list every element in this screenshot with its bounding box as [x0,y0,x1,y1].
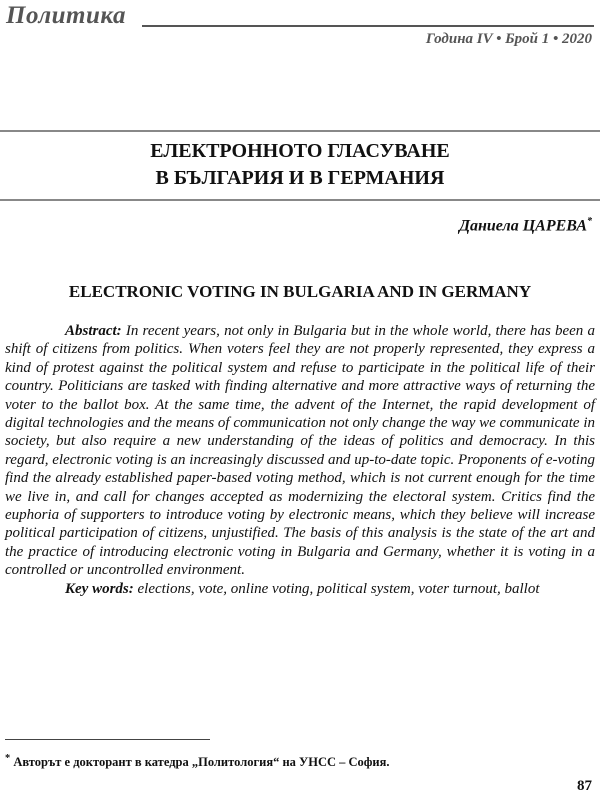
author [459,216,592,235]
article-title [0,138,600,192]
article-title-line1: ЕЛЕКТРОННОТО ГЛАСУВАНЕ [150,140,450,162]
issue-info: Година IV • Брой 1 • 2020 [425,31,592,47]
keywords-label: Key words: [65,580,134,597]
keywords-paragraph [5,580,595,598]
author-name: Даниела ЦАРЕВА [459,217,587,235]
footnote-mark: * [5,753,11,764]
footnote [5,753,390,770]
title-rule-bottom [0,199,600,201]
footnote-text: Авторът е докторант в катедра „Политология“ на УНСС – София. [13,755,390,770]
abstract-text: In recent years, not only in Bulgaria but in the whole world, there has been a shift of citizens from politics. When voters feel they are not properly represented, they express a kind of protest against the political system and refuse to participate in the political life of their country. Politicians are tasked with finding alternative and more attractive ways of returning the voter to the ballot box. At the same time, the advent of the Internet, the rapid development of digital technologies and the means of communication not only change the way we communicate in society, but also require a new understanding of the ideas of politics and democracy. In this regard, electronic voting is an increasingly discussed and up-to-date topic. Proponents of e-voting find the already established paper-based voting method, which is not current enough for the time we live in, and call for changes accepted as modernizing the electoral system. Critics find the euphoria of supporters to introduce voting by electronic means, which they believe will increase political participation of citizens, unjustified. The basis of this analysis is the state of the art and the practice of introducing electronic voting in Bulgaria and Germany, whether it is voting in a controlled or uncontrolled environment. [5,323,595,579]
abstract [5,322,595,598]
keywords-text: elections, vote, online voting, political system, voter turnout, ballot [137,580,540,597]
author-footnote-mark: * [587,216,592,227]
abstract-label: Abstract: [65,323,122,339]
abstract-paragraph [5,322,595,580]
header-rule [142,25,594,27]
article-title-line2: В БЪЛГАРИЯ И В ГЕРМАНИЯ [155,167,445,189]
page-number: 87 [577,778,592,794]
title-rule-top [0,130,600,132]
english-title: ELECTRONIC VOTING IN BULGARIA AND IN GERMANY [68,282,532,301]
footnote-rule [5,739,210,740]
journal-name: Политика [6,2,126,29]
